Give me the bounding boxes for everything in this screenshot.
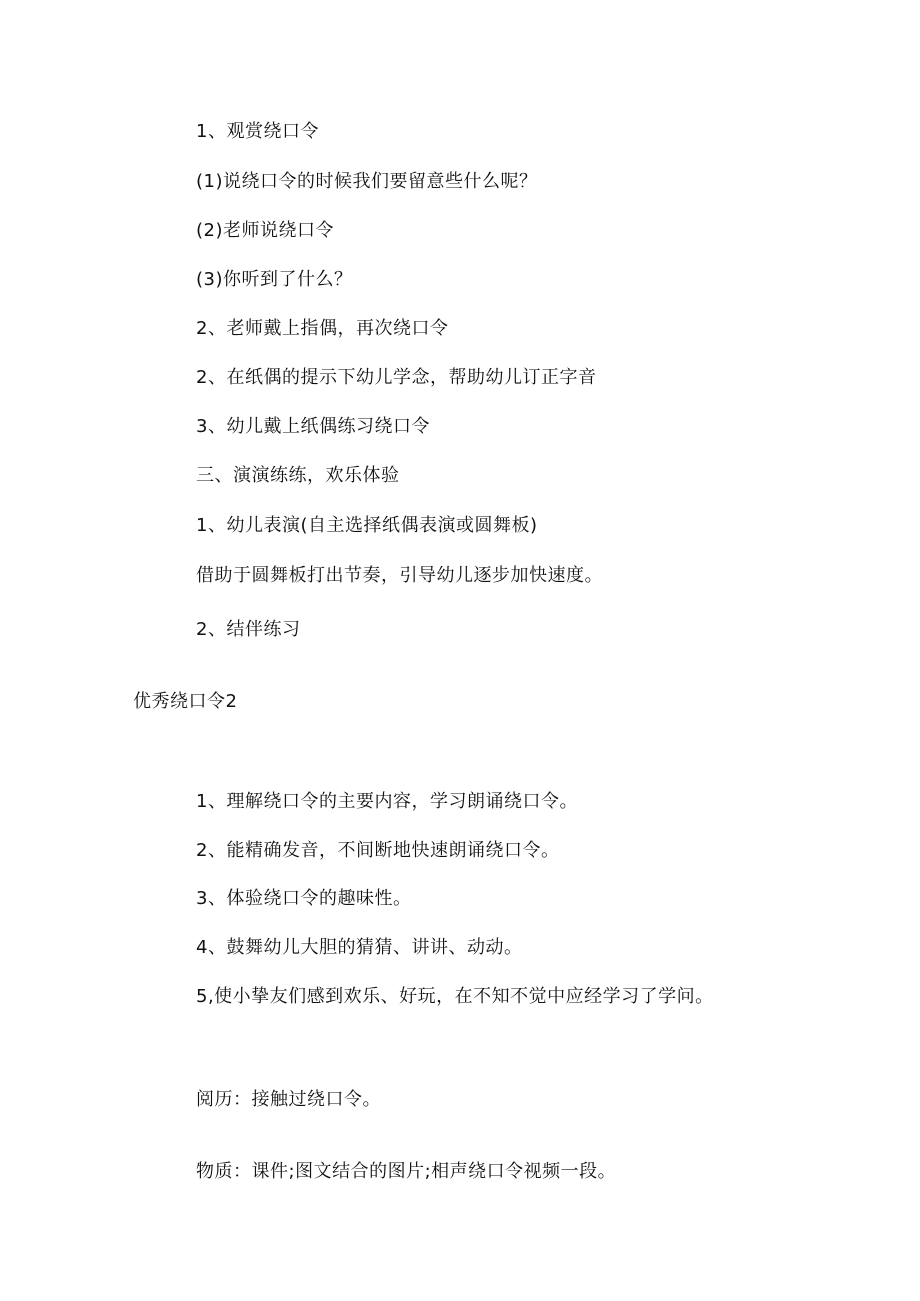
text-line: 3、幼儿戴上纸偶练习绕口令 [196,416,430,437]
goal-item: 2、能精确发音，不间断地快速朗诵绕口令。 [196,840,560,861]
text-line: 2、在纸偶的提示下幼儿学念，帮助幼儿订正字音 [196,367,597,388]
text-line: (2)老师说绕口令 [196,220,334,241]
text-line: 2、老师戴上指偶，再次绕口令 [196,318,449,339]
text-line: (3)你听到了什么？ [196,269,353,290]
text-line: (1)说绕口令的时候我们要留意些什么呢？ [196,171,538,192]
materials-line: 物质：课件;图文结合的图片;相声绕口令视频一段。 [196,1161,617,1182]
experience-line: 阅历：接触过绕口令。 [196,1089,381,1110]
goal-item: 5,使小挚友们感到欢乐、好玩，在不知不觉中应经学习了学问。 [196,986,714,1007]
text-line: 借助于圆舞板打出节奏，引导幼儿逐步加快速度。 [196,565,603,586]
goal-item: 1、理解绕口令的主要内容，学习朗诵绕口令。 [196,791,578,812]
text-line: 2、结伴练习 [196,619,301,640]
document-title: 优秀绕口令2 [133,691,238,712]
goal-item: 4、鼓舞幼儿大胆的猜猜、讲讲、动动。 [196,937,523,958]
text-line: 1、观赏绕口令 [196,121,319,142]
text-line: 1、幼儿表演(自主选择纸偶表演或圆舞板) [196,515,538,536]
goal-item: 3、体验绕口令的趣味性。 [196,888,412,909]
section-heading: 三、演演练练，欢乐体验 [196,465,400,486]
